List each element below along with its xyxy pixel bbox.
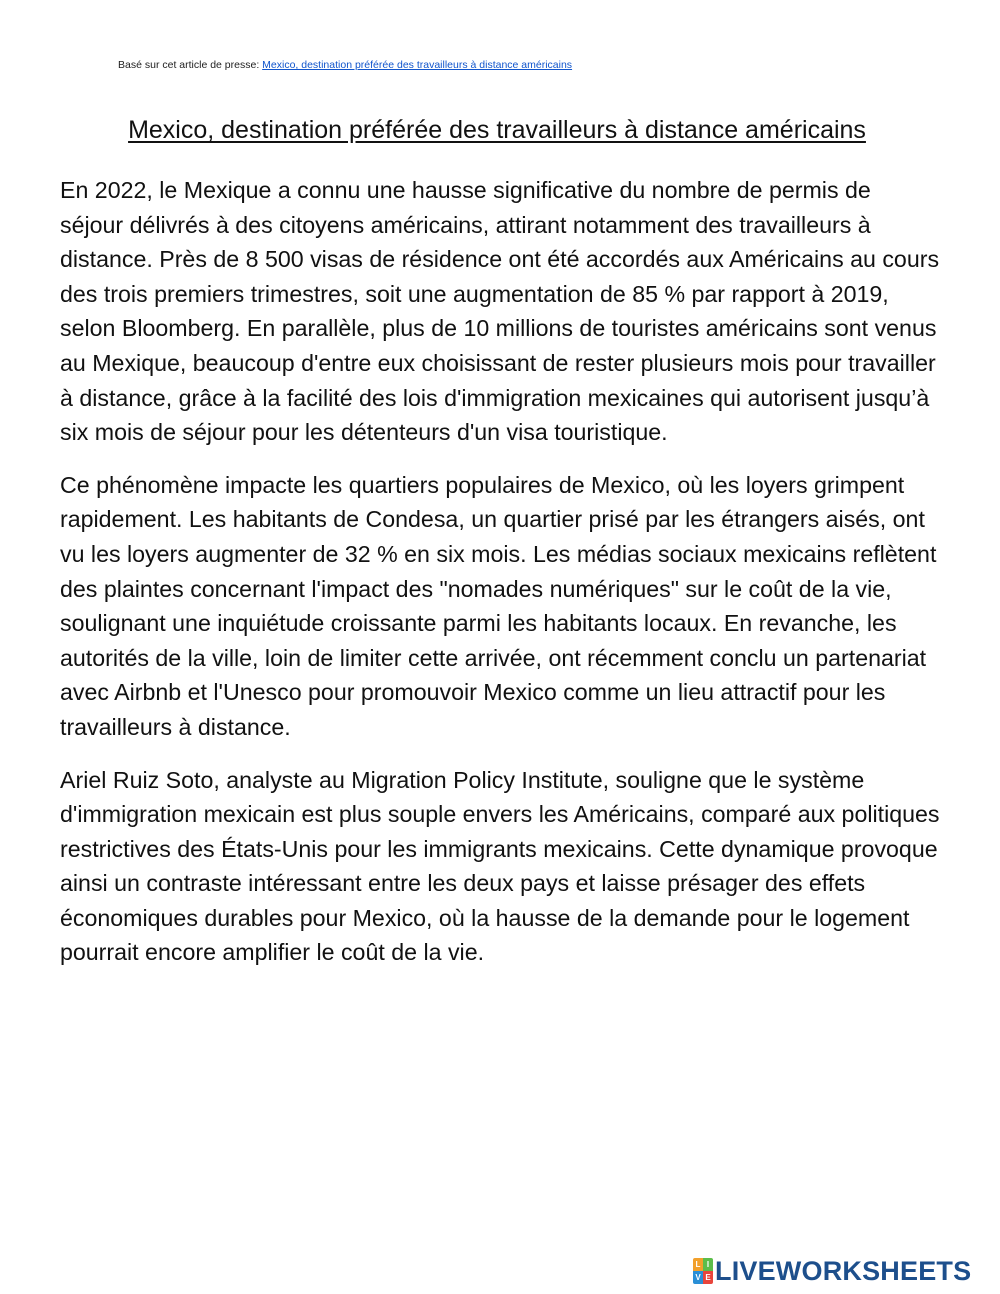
article-title: Mexico, destination préférée des travailleurs à distance américains [128,116,866,144]
liveworksheets-logo-icon [693,1258,713,1284]
liveworksheets-logo-text: LIVEWORKSHEETS [715,1255,972,1286]
article-paragraph-2: Ce phénomène impacte les quartiers populaires de Mexico, où les loyers grimpent rapidement. Les habitants de Condesa, un quartier prisé par les étrangers aisés, ont vu les loyers augmenter de 32 % en six mois. Les médias sociaux mexicains reflètent des plaintes concernant l'impact des "nomades numériques" sur le coût de la vie, soulignant une inquiétude croissante parmi les habitants locaux. En revanche, les autorités de la ville, loin de limiter cette arrivée, ont récemment conclu un partenariat avec Airbnb et l'Unesco pour promouvoir Mexico comme un lieu attractif pour les travailleurs à distance. [60,471,937,740]
source-prefix: Basé sur cet article de presse: [118,59,263,71]
article-paragraph-1: En 2022, le Mexique a connu une hausse significative du nombre de permis de séjour délivrés à des citoyens américains, attirant notamment des travailleurs à distance. Près de 8 500 visas de résidence ont été accordés aux Américains au cours des trois premiers trimestres, soit une augmentation de 85 % par rapport à 2019, selon Bloomberg. En parallèle, plus de 10 millions de touristes américains sont venus au Mexique, beaucoup d'entre eux choisissant de rester plusieurs mois pour travailler à distance, grâce à la facilité des lois d'immigration mexicaines qui autorisent jusqu’à six mois de séjour pour les détenteurs d'un visa touristique. [60,177,940,446]
article-paragraph-3: Ariel Ruiz Soto, analyste au Migration Policy Institute, souligne que le système d'immigration mexicain est plus souple envers les Américains, comparé aux politiques restrictives des États-Unis pour les immigrants mexicains. Cette dynamique provoque ainsi un contraste intéressant entre les deux pays et laisse présager des effets économiques durables pour Mexico, où la hausse de la demande pour le logement pourrait encore amplifier le coût de la vie. [60,766,940,966]
source-article-link[interactable]: Mexico, destination préférée des travailleurs à distance américains [262,59,573,71]
liveworksheets-logo [693,1256,971,1286]
article-body [60,173,940,988]
logo-letter-l: L [693,1258,703,1271]
source-note [118,59,572,71]
logo-letter-v: V [693,1271,703,1284]
logo-letter-i: I [703,1258,713,1271]
logo-letter-e: E [703,1271,713,1284]
